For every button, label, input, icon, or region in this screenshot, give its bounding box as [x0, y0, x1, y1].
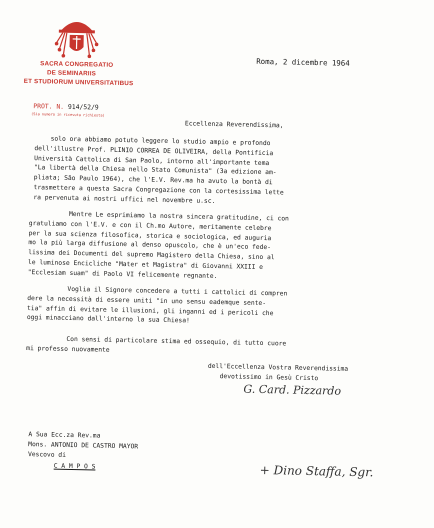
addressee-line-1: A Sua Ecc.za Rev.ma: [28, 431, 101, 440]
paragraph-line: lissima dei Documenti del supremo Magistero della Chiesa, sino al: [28, 249, 275, 262]
paragraph-line: dere la necessità di essere uniti "in uno sensu eademque sente-: [27, 294, 267, 307]
paragraph-line: oggi minacciano dall'interno la sua Chiesa!: [26, 314, 190, 325]
paragraph-line: trasmettere a questa Sacra Congregazione con la cortesissima lette: [33, 184, 284, 197]
letterhead-line-3: ET STUDIORUM UNIVERSITATIBUS: [23, 77, 134, 88]
paragraph-line: per la sua scienza filosofica, storica e sociologica, ed auguria: [28, 229, 272, 242]
addressee-line-3: Vescovo di: [27, 450, 66, 459]
paragraph-line: Università Cattolica di San Paolo, intorno all'importante tema: [34, 154, 270, 167]
paragraph-line: dell'illustre Prof. PLINIO CORREA DE OLIVEIRA, della Pontificia: [34, 144, 274, 157]
paragraph-line: "Ecclesiam suam" di Paolo VI felicemente regnante.: [27, 268, 218, 280]
paragraph-line: Voglia il Signore concedere a tutti i cattolici di compren: [67, 285, 288, 298]
paragraph-line: solo ora abbiamo potuto leggere lo studio ampio e profondo: [50, 135, 271, 148]
protocol-label: PROT. N.: [33, 102, 65, 111]
paragraph-line: Mentre Le esprimiamo la nostra sincera gratitudine, ci con: [68, 210, 289, 223]
closing-line-1: dell'Eccellenza Vostra Reverendissima: [207, 362, 349, 373]
paragraph-line: mi professo nuovamente: [26, 344, 110, 354]
paragraph-line: pliata; São Paulo 1964), che l'E.V. Rev.ma ha avuto la bontà di: [33, 174, 273, 187]
paragraph-line: "La libertà della Chiesa nello Stato Comunista" (3a edizione am-: [33, 164, 277, 177]
paragraph-line: mo la più larga diffusione al denso opuscolo, che è un'eco fede-: [28, 239, 272, 252]
secretary-signature: + Dino Staffa, Sgr.: [259, 462, 374, 480]
paragraph-line: Con sensi di particolare stima ed ossequio, di tutto cuore: [66, 335, 287, 348]
paragraph-line: ra pervenuta ai nostri uffici nel novembre u.sc.: [33, 193, 216, 205]
protocol-number: [33, 102, 99, 111]
closing-line-2: devotissimo in Gesù Cristo: [219, 373, 319, 383]
paragraph-line: le luminose Encicliche "Mater et Magistra" di Giovanni XXIII e: [27, 259, 264, 271]
cardinal-signature: G. Card. Pizzardo: [243, 382, 342, 398]
addressee-line-2: Mons. ANTONIO DE CASTRO MAYOR: [28, 440, 139, 451]
papal-crest-emblem: [50, 8, 103, 61]
letter-date: Roma, 2 dicembre 1964: [256, 56, 350, 68]
protocol-value: 914/52/9: [67, 102, 99, 112]
paragraph-line: tia" affin di evitare le illusioni, gli inganni ed i pericoli che: [26, 304, 274, 317]
protocol-note: (Sia numero in ricevuta richiesta): [31, 112, 105, 118]
salutation: Eccellenza Reverendissima,: [184, 120, 284, 130]
paragraph-line: gratuliamo con l'E.V. e con il Ch.mo Autore, meritamente celebre: [28, 219, 272, 232]
letterhead-line-1: SACRA CONGREGATIO: [40, 60, 114, 69]
addressee-line-4: C A M P O S: [53, 462, 96, 471]
letter-page: [1, 6, 432, 525]
letterhead-line-2: DE SEMINARIIS: [46, 69, 97, 78]
